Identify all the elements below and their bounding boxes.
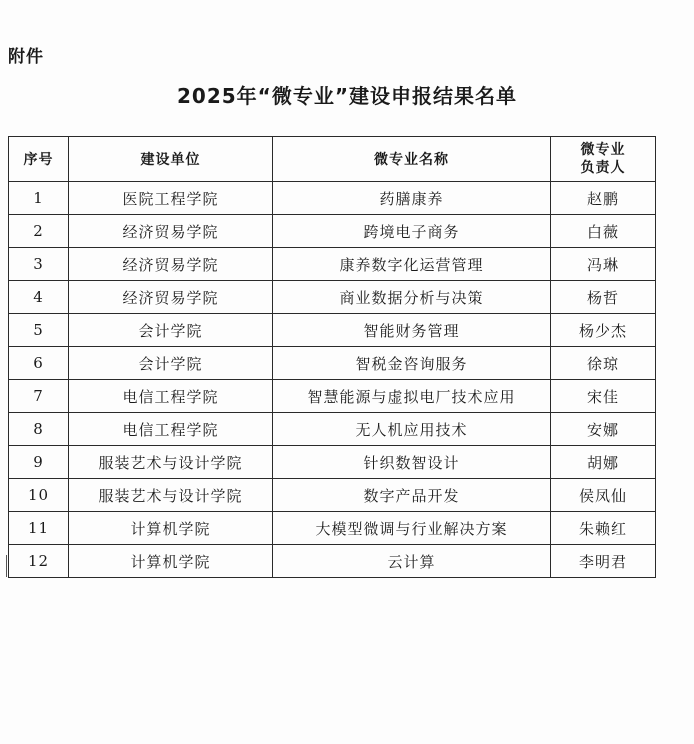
table-row [9, 215, 656, 248]
table-row [9, 413, 656, 446]
cell-name: 智税金咨询服务 [273, 347, 551, 380]
cell-name: 智能财务管理 [273, 314, 551, 347]
cell-unit: 服装艺术与设计学院 [69, 479, 273, 512]
cell-name: 药膳康养 [273, 182, 551, 215]
cell-index: 4 [9, 281, 69, 314]
cell-manager: 白薇 [551, 215, 656, 248]
cell-name: 跨境电子商务 [273, 215, 551, 248]
header-manager-line2: 负责人 [580, 160, 626, 176]
cell-index: 12 [9, 545, 69, 578]
header-manager [551, 137, 656, 182]
cell-manager: 冯琳 [551, 248, 656, 281]
table-row [9, 281, 656, 314]
cell-index: 10 [9, 479, 69, 512]
cell-manager: 安娜 [551, 413, 656, 446]
cell-name: 无人机应用技术 [273, 413, 551, 446]
cell-unit: 经济贸易学院 [69, 215, 273, 248]
document-title: 2025年“微专业”建设申报结果名单 [177, 84, 517, 108]
table-row [9, 380, 656, 413]
cell-index: 5 [9, 314, 69, 347]
cell-index: 3 [9, 248, 69, 281]
cell-manager: 宋佳 [551, 380, 656, 413]
cell-unit: 会计学院 [69, 347, 273, 380]
cell-name: 康养数字化运营管理 [273, 248, 551, 281]
cell-name: 商业数据分析与决策 [273, 281, 551, 314]
header-index: 序号 [9, 137, 69, 182]
cell-index: 11 [9, 512, 69, 545]
cell-unit: 服装艺术与设计学院 [69, 446, 273, 479]
result-table [8, 136, 656, 578]
cell-manager: 李明君 [551, 545, 656, 578]
cell-name: 大模型微调与行业解决方案 [273, 512, 551, 545]
table-row [9, 512, 656, 545]
cell-manager: 朱赖红 [551, 512, 656, 545]
cell-unit: 会计学院 [69, 314, 273, 347]
cell-name: 智慧能源与虚拟电厂技术应用 [273, 380, 551, 413]
cell-index: 8 [9, 413, 69, 446]
cell-index: 9 [9, 446, 69, 479]
cell-name: 针织数智设计 [273, 446, 551, 479]
table-row [9, 446, 656, 479]
cell-manager: 赵鹏 [551, 182, 656, 215]
header-name: 微专业名称 [273, 137, 551, 182]
cell-manager: 徐琼 [551, 347, 656, 380]
scan-margin-mark [6, 555, 7, 577]
cell-manager: 杨少杰 [551, 314, 656, 347]
attachment-label: 附件 [8, 47, 44, 67]
table-row [9, 314, 656, 347]
table-row [9, 479, 656, 512]
cell-unit: 医院工程学院 [69, 182, 273, 215]
cell-name: 数字产品开发 [273, 479, 551, 512]
cell-manager: 胡娜 [551, 446, 656, 479]
header-manager-line1: 微专业 [580, 142, 626, 158]
cell-unit: 计算机学院 [69, 545, 273, 578]
table-header-row [9, 137, 656, 182]
cell-unit: 经济贸易学院 [69, 248, 273, 281]
cell-manager: 杨哲 [551, 281, 656, 314]
cell-unit: 电信工程学院 [69, 380, 273, 413]
cell-index: 6 [9, 347, 69, 380]
header-unit: 建设单位 [69, 137, 273, 182]
cell-index: 2 [9, 215, 69, 248]
cell-unit: 计算机学院 [69, 512, 273, 545]
cell-index: 7 [9, 380, 69, 413]
cell-name: 云计算 [273, 545, 551, 578]
table-row [9, 347, 656, 380]
cell-unit: 电信工程学院 [69, 413, 273, 446]
cell-unit: 经济贸易学院 [69, 281, 273, 314]
cell-manager: 侯凤仙 [551, 479, 656, 512]
table-row [9, 248, 656, 281]
cell-index: 1 [9, 182, 69, 215]
table-row [9, 182, 656, 215]
table-row [9, 545, 656, 578]
